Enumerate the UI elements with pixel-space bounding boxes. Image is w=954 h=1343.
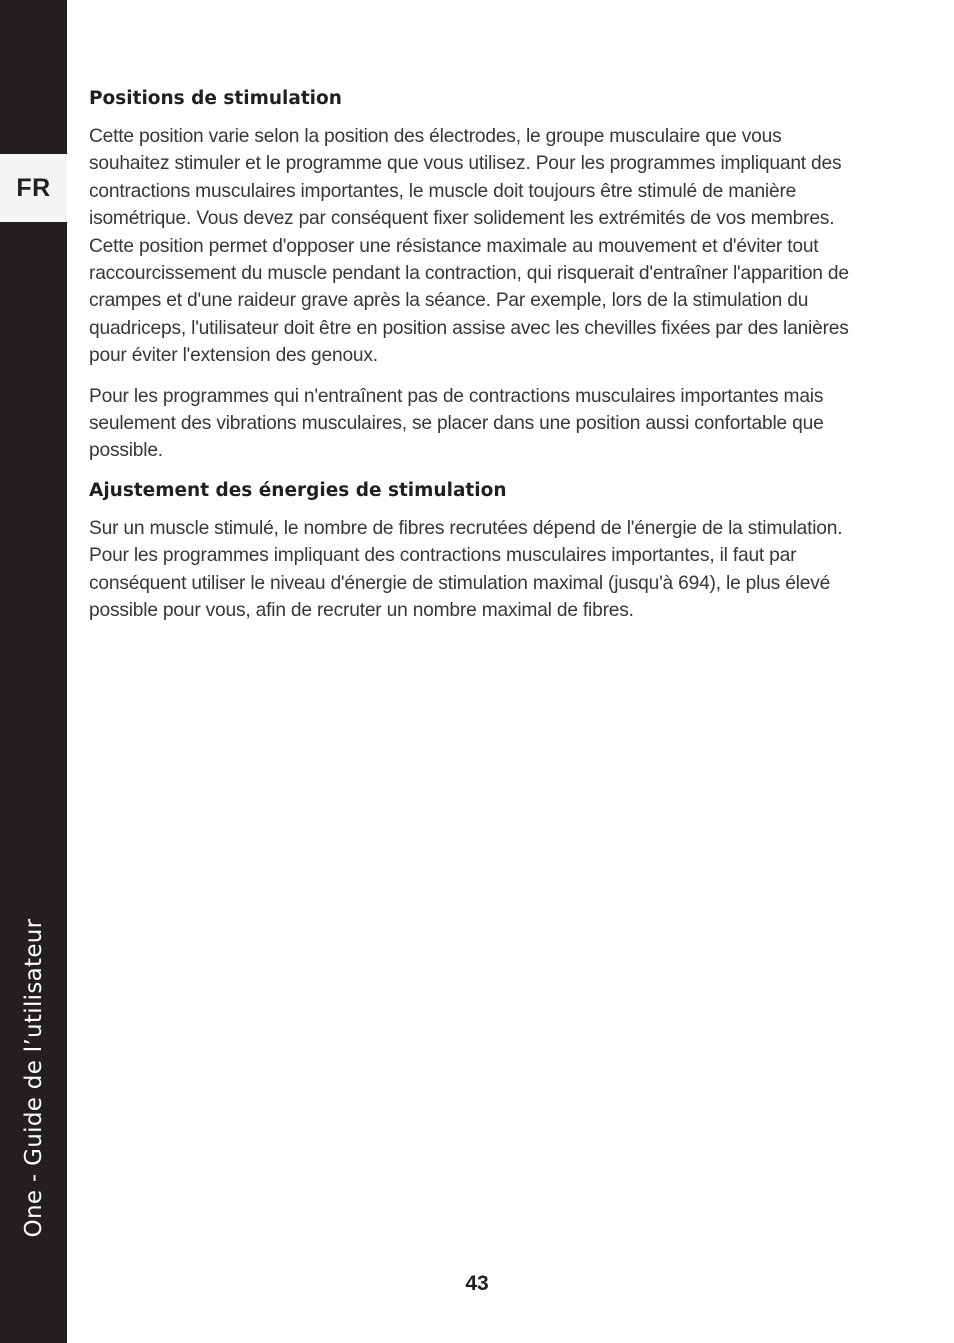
language-tab [0, 154, 67, 222]
main-content [89, 86, 865, 638]
paragraph: Pour les programmes qui n'entraînent pas de contractions musculaires importantes mais seulement des vibrations musculaires, se placer dans une position aussi confortable que possible. [89, 385, 824, 462]
paragraph: Cette position varie selon la position des électrodes, le groupe musculaire que vous souhaitez stimuler et le programme que vous utilisez. Pour les programmes impliquant des contractions musculaires importantes, le muscle doit toujours être stimulé de manière isométrique. Vous devez par conséquent fixer solidement les extrémités de vos membres. Cette position permet d'opposer une résistance maximale au mouvement et d'éviter tout raccourcissement du muscle pendant la contraction, qui risquerait d'entraîner l'apparition de crampes et d'une raideur grave après la séance. Par exemple, lors de la stimulation du quadriceps, l'utilisateur doit être en position assise avec les chevilles fixées par des lanières pour éviter l'extension des genoux. [89, 126, 849, 367]
paragraph: Sur un muscle stimulé, le nombre de fibres recrutées dépend de l'énergie de la stimulation. Pour les programmes impliquant des contractions musculaires importantes, il faut par conséquent utiliser le niveau d'énergie de stimulation maximal (jusqu'à 694), le plus élevé possible pour vous, afin de recruter un nombre maximal de fibres. [89, 517, 843, 622]
section-heading-positions: Positions de stimulation [89, 88, 342, 109]
language-code: FR [16, 173, 51, 202]
page-number: 43 [465, 1272, 489, 1295]
guide-title: One - Guide de l’utilisateur [21, 918, 47, 1238]
section-heading-energies: Ajustement des énergies de stimulation [89, 479, 507, 501]
